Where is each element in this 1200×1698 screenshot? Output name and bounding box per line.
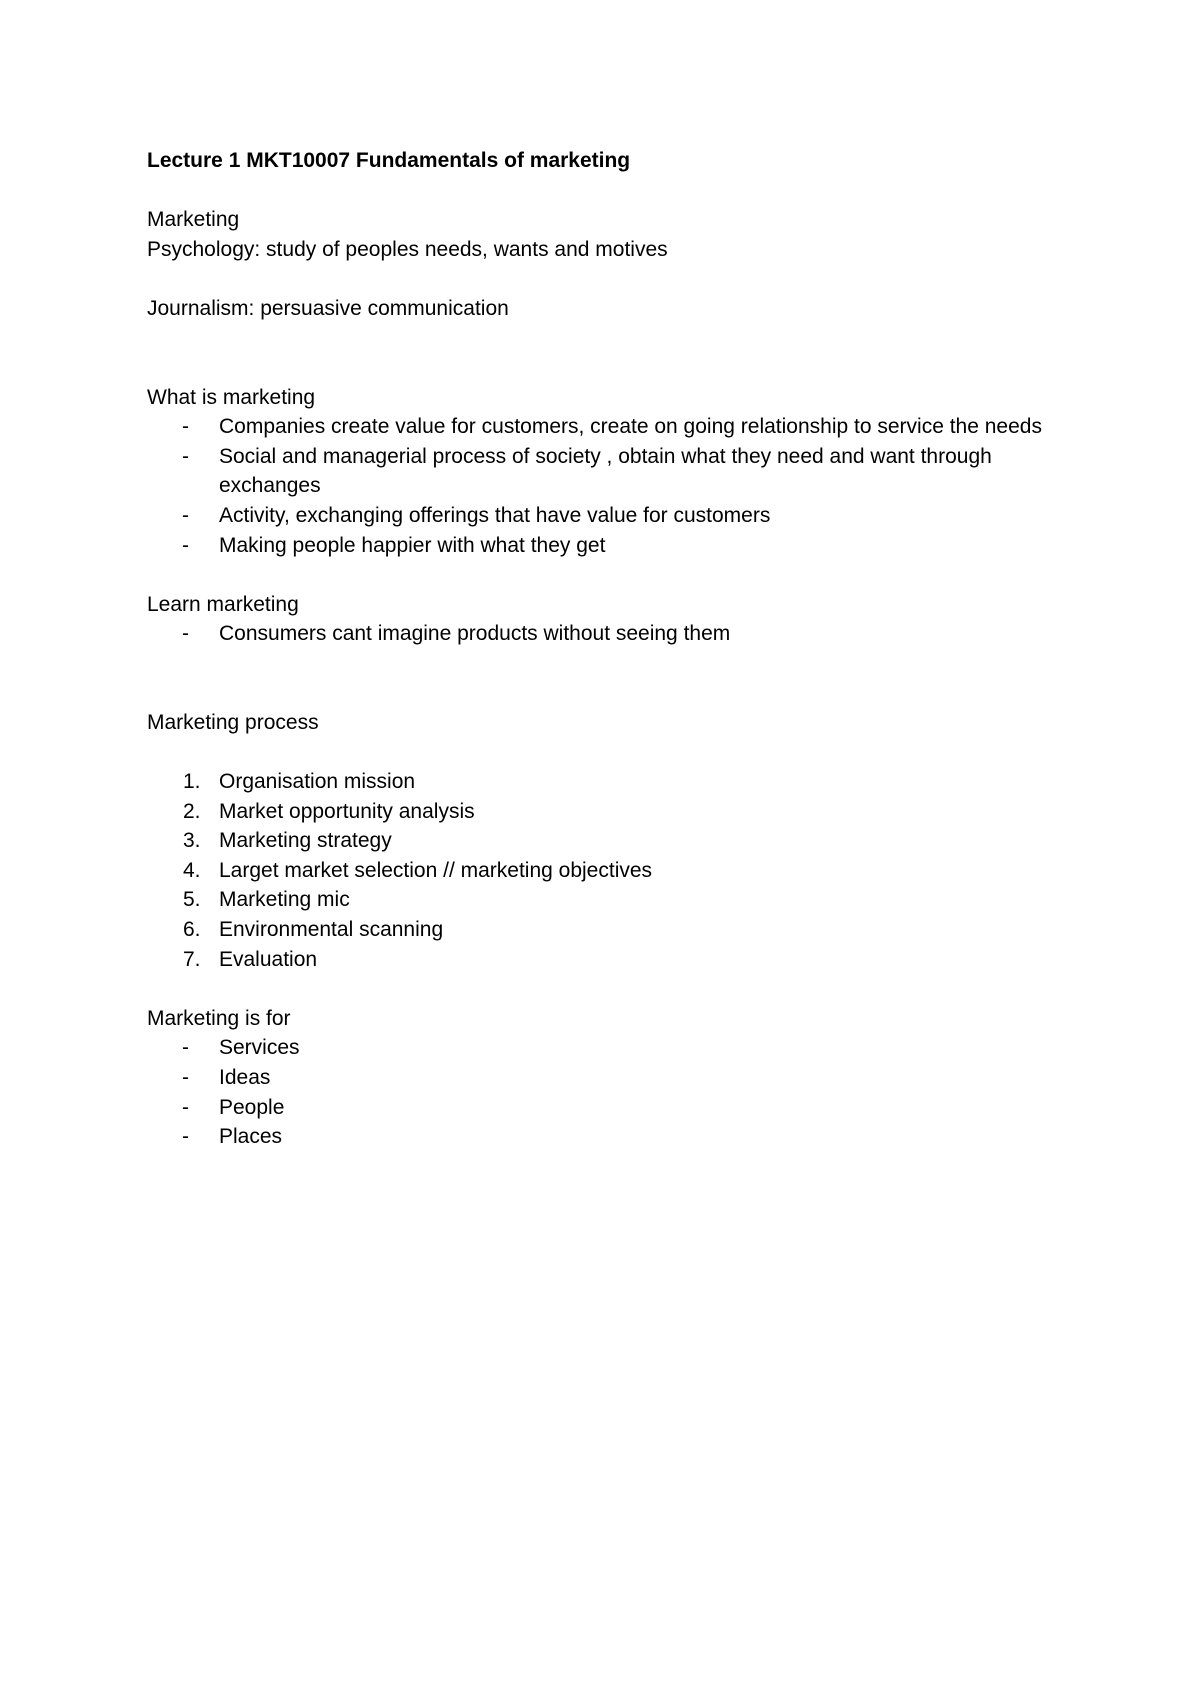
list-item: [147, 1063, 1077, 1093]
list-item: [147, 1033, 1077, 1063]
list-item: [147, 826, 1077, 856]
spacer: [147, 264, 1077, 294]
list-item: [147, 797, 1077, 827]
list-item: [147, 619, 1077, 649]
psychology-line: Psychology: study of peoples needs, wants and motives: [147, 237, 668, 261]
bullet-marker: -: [182, 622, 189, 646]
bullet-marker: -: [182, 533, 189, 557]
list-item: [147, 501, 1077, 531]
list-item: [147, 531, 1077, 561]
list-item-text: Activity, exchanging offerings that have value for customers: [219, 503, 771, 527]
list-item-text: Marketing mic: [219, 888, 350, 912]
marketing-is-for-list: [147, 1033, 1077, 1151]
number-marker: 3.: [183, 829, 201, 853]
bullet-marker: -: [182, 503, 189, 527]
journalism-line: Journalism: persuasive communication: [147, 296, 509, 320]
list-item-text: Organisation mission: [219, 770, 416, 794]
section-heading-marketing-is-for: Marketing is for: [147, 1006, 291, 1030]
bullet-marker: -: [182, 415, 189, 439]
spacer: [147, 324, 1077, 383]
list-item-text: Social and managerial process of society , obtain what they need and want through exchanges: [219, 444, 992, 498]
document-body: [147, 146, 1077, 1152]
list-item: [147, 767, 1077, 797]
list-item: [147, 412, 1077, 442]
list-item-text: Environmental scanning: [219, 918, 444, 942]
number-marker: 4.: [183, 858, 201, 882]
section-heading-learn-marketing: Learn marketing: [147, 592, 299, 616]
number-marker: 1.: [183, 770, 201, 794]
number-marker: 7.: [183, 947, 201, 971]
spacer: [147, 176, 1077, 206]
list-item-text: Companies create value for customers, create on going relationship to service the needs: [219, 415, 1042, 439]
spacer: [147, 974, 1077, 1004]
bullet-marker: -: [182, 444, 189, 468]
list-item: [147, 856, 1077, 886]
list-item: [147, 1093, 1077, 1123]
list-item-text: Ideas: [219, 1066, 271, 1090]
number-marker: 6.: [183, 918, 201, 942]
list-item-text: Services: [219, 1036, 300, 1060]
list-item-text: Market opportunity analysis: [219, 799, 475, 823]
spacer: [147, 649, 1077, 708]
number-marker: 2.: [183, 799, 201, 823]
number-marker: 5.: [183, 888, 201, 912]
spacer: [147, 738, 1077, 768]
marketing-process-list: [147, 767, 1077, 974]
bullet-marker: -: [182, 1036, 189, 1060]
list-item-text: Places: [219, 1125, 283, 1149]
bullet-marker: -: [182, 1066, 189, 1090]
section-heading-marketing-process: Marketing process: [147, 710, 319, 734]
section-heading-marketing: Marketing: [147, 208, 240, 232]
list-item-text: Consumers cant imagine products without seeing them: [219, 622, 731, 646]
bullet-marker: -: [182, 1125, 189, 1149]
document-title: Lecture 1 MKT10007 Fundamentals of marketing: [147, 149, 631, 172]
list-item-text: Evaluation: [219, 947, 318, 971]
spacer: [147, 560, 1077, 590]
list-item-text: Marketing strategy: [219, 829, 392, 853]
what-is-marketing-list: [147, 412, 1077, 560]
list-item-text: Larget market selection // marketing objectives: [219, 858, 653, 882]
section-heading-what-is-marketing: What is marketing: [147, 385, 316, 409]
list-item: [147, 885, 1077, 915]
learn-marketing-list: [147, 619, 1077, 649]
list-item: [147, 1122, 1077, 1152]
list-item-text: Making people happier with what they get: [219, 533, 606, 557]
list-item: [147, 915, 1077, 945]
bullet-marker: -: [182, 1095, 189, 1119]
list-item: [147, 442, 1077, 501]
list-item-text: People: [219, 1095, 285, 1119]
list-item: [147, 945, 1077, 975]
